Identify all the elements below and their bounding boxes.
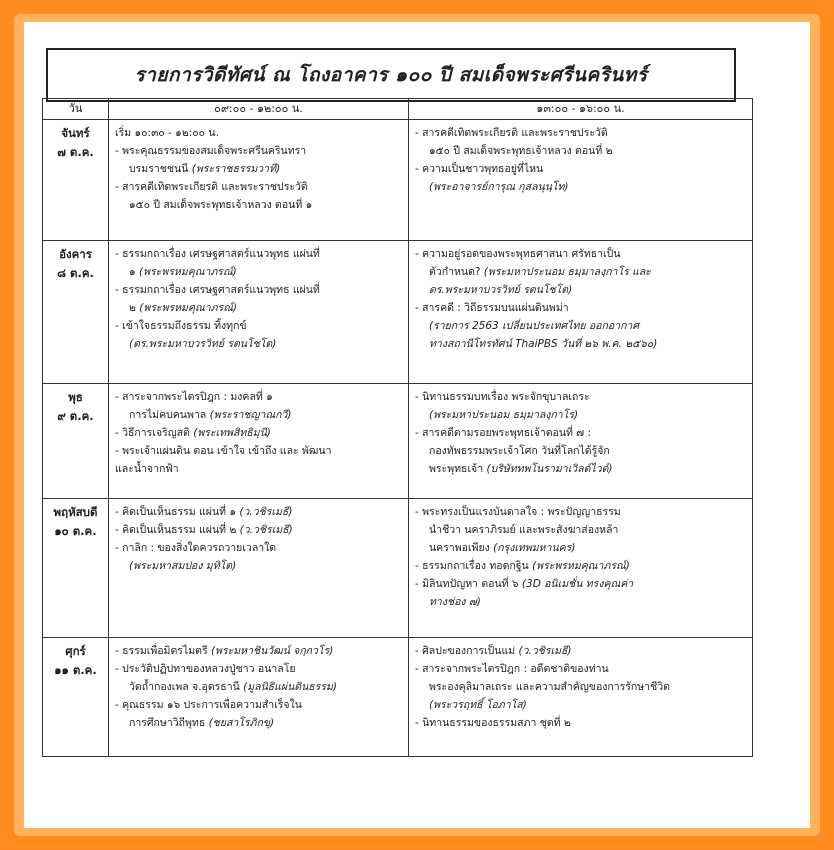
afternoon-cell (409, 499, 753, 638)
program-text: บรมราชชนนี (129, 163, 192, 175)
program-text: พระพุทธเจ้า (429, 463, 487, 475)
program-line (415, 503, 746, 521)
program-text: ตัวกำหนด? (429, 266, 484, 278)
program-line (415, 160, 746, 178)
program-text: - ธรรมกถาเรื่อง ทอดกฐิน (415, 560, 533, 572)
header-afternoon: ๑๓:๐๐ - ๑๖:๐๐ น. (409, 99, 753, 120)
program-text: - สารคดีเทิดพระเกียรติ และพระราชประวัติ (415, 127, 608, 139)
day-cell (43, 499, 109, 638)
program-line (115, 460, 402, 478)
program-line (115, 160, 402, 178)
program-text: - พระคุณธรรมของสมเด็จพระศรีนครินทรา (115, 145, 307, 157)
program-speaker: (พระพรหมคุณาภรณ์) (139, 302, 238, 314)
program-speaker: (พระราชญาณกวี) (209, 409, 292, 421)
afternoon-cell (409, 384, 753, 499)
table-row (43, 241, 753, 384)
day-date: ๑๑ ต.ค. (54, 663, 97, 677)
title-box (46, 48, 736, 102)
program-text: - ความอยู่รอดของพระพุทธศาสนา ศรัทธาเป็น (415, 248, 621, 260)
program-line (415, 281, 746, 299)
day-name: พฤหัสบดี (53, 505, 98, 519)
program-speaker: (ชยสาโรภิกขุ) (208, 717, 275, 729)
program-line (115, 424, 402, 442)
program-speaker: (3D อนิเมชั่น ทรงคุณค่า (521, 578, 634, 590)
day-cell (43, 384, 109, 499)
program-text: - ธรรมเพื่อมิตรไมตรี (115, 645, 211, 657)
program-line (115, 245, 402, 263)
program-speaker: (พระราชธรรมวาที) (191, 163, 281, 175)
program-line (415, 124, 746, 142)
program-line (415, 442, 746, 460)
afternoon-cell (409, 120, 753, 241)
header-row (43, 99, 753, 120)
program-line (115, 521, 402, 539)
program-line (415, 714, 746, 732)
program-line (115, 539, 402, 557)
program-line (115, 696, 402, 714)
program-text: - คิดเป็นเห็นธรรม แผ่นที่ ๒ (115, 524, 240, 536)
program-speaker: ทางสถานีโทรทัศน์ ThaiPBS วันที่ ๒๖ พ.ค. ๒๕๖๐) (429, 338, 658, 350)
header-day: วัน (43, 99, 109, 120)
program-text: - กาลิก : ของสิ่งใดควรถวายเวลาใด (115, 542, 277, 554)
program-text: ๑๕๐ ปี สมเด็จพระพุทธเจ้าหลวง ตอนที่ ๑ (129, 199, 313, 211)
program-text: กองทัพธรรมพระเจ้าโศก วันที่โลกได้รู้จัก (429, 445, 610, 457)
afternoon-cell (409, 241, 753, 384)
program-text: - ความเป็นชาวพุทธอยู่ที่ไหน (415, 163, 544, 175)
program-text: - สาระจากพระไตรปิฎก : อดีตชาติของท่าน (415, 663, 609, 675)
program-line (415, 521, 746, 539)
program-line (415, 406, 746, 424)
day-date: ๙ ต.ค. (57, 409, 94, 423)
day-name: ศุกร์ (65, 644, 86, 658)
program-speaker: (พระพรหมคุณาภรณ์) (532, 560, 630, 572)
program-line (415, 660, 746, 678)
program-speaker: (ว.วชิรเมธี) (518, 645, 572, 657)
program-text: - เข้าใจธรรมถึงธรรม ทิ้งทุกข์ (115, 320, 247, 332)
program-line (415, 178, 746, 196)
program-speaker: (ว.วชิรเมธี) (239, 524, 293, 536)
program-text: - นิทานธรรมของธรรมสภา ชุดที่ ๒ (415, 717, 571, 729)
program-line (115, 263, 402, 281)
morning-cell (109, 241, 409, 384)
program-speaker: (พระมหาสมปอง มุทิโต) (129, 560, 237, 572)
program-line (115, 124, 402, 142)
program-line (415, 460, 746, 478)
program-text: และน้ำจากฟ้า (115, 463, 179, 475)
program-text: - คุณธรรม ๑๖ ประการเพื่อความสำเร็จใน (115, 699, 302, 711)
morning-cell (109, 120, 409, 241)
program-line (415, 388, 746, 406)
program-line (115, 388, 402, 406)
program-line (115, 714, 402, 732)
schedule-table (42, 98, 753, 757)
program-text: - ธรรมกถาเรื่อง เศรษฐศาสตร์แนวพุทธ แผ่นที่ (115, 248, 320, 260)
program-line (415, 575, 746, 593)
header-morning: ๐๙:๐๐ - ๑๒:๐๐ น. (109, 99, 409, 120)
day-name: พุธ (68, 390, 83, 404)
program-line (415, 593, 746, 611)
program-text: - ศิลปะของการเป็นแม่ (415, 645, 519, 657)
program-speaker: (พระมหาประนอม ธมฺมาลงฺกาโร) (429, 409, 579, 421)
program-line (415, 424, 746, 442)
program-text: การไม่คบคนพาล (129, 409, 210, 421)
program-text: - สารคดีตามรอยพระพุทธเจ้าตอนที่ ๗ : (415, 427, 592, 439)
program-text: - วิธีการเจริญสติ (115, 427, 194, 439)
program-speaker: (ว.วชิรเมธี) (239, 506, 293, 518)
program-line (415, 642, 746, 660)
program-text: - คิดเป็นเห็นธรรม แผ่นที่ ๑ (115, 506, 240, 518)
program-text: - สารคดี : วิถีธรรมบนแผ่นดินพม่า (415, 302, 569, 314)
program-text: - สารคดีเทิดพระเกียรติ และพระราชประวัติ (115, 181, 308, 193)
program-speaker: (มูลนิธิแผ่นดินธรรม) (243, 681, 337, 693)
program-speaker: (พระมหาประนอม ธมฺมาลงฺกาโร และ (483, 266, 651, 278)
day-name: อังคาร (59, 247, 92, 261)
program-speaker: (ดร.พระมหาบวรวิทย์ รตนโชโต) (129, 338, 277, 350)
page-title: รายการวิดีทัศน์ ณ โถงอาคาร ๑๐๐ ปี สมเด็จพระศรีนครินทร์ (134, 64, 648, 86)
day-date: ๑๐ ต.ค. (54, 524, 97, 538)
program-speaker: ดร.พระมหาบวรวิทย์ รตนโชโต) (429, 284, 573, 296)
table-row (43, 384, 753, 499)
program-text: ๒ (129, 302, 140, 314)
program-text: - นิทานธรรมบทเรื่อง พระจักขุบาลเถระ (415, 391, 590, 403)
program-line (415, 678, 746, 696)
day-cell (43, 241, 109, 384)
program-text: - ประวัติปฏิปทาของหลวงปู่ชาว อนาลโย (115, 663, 296, 675)
program-line (115, 178, 402, 196)
program-line (115, 442, 402, 460)
morning-cell (109, 499, 409, 638)
program-speaker: (บริษัททพโนรามาเวิลด์ไวด์) (486, 463, 613, 475)
program-line (115, 142, 402, 160)
program-line (415, 142, 746, 160)
program-line (115, 557, 402, 575)
program-line (115, 335, 402, 353)
program-line (115, 196, 402, 214)
table-row (43, 120, 753, 241)
table-row (43, 638, 753, 757)
program-speaker: (พระอาจารย์การุณ กุสลนุนฺโท) (429, 181, 569, 193)
program-text: นำชีวา นคราภิรมย์ และพระสังฆาส่องหล้า (429, 524, 619, 536)
day-cell (43, 638, 109, 757)
morning-cell (109, 638, 409, 757)
program-text: นคราพอเพียง (429, 542, 494, 554)
program-text: - สาระจากพระไตรปิฎก : มงคลที่ ๑ (115, 391, 273, 403)
program-line (115, 642, 402, 660)
day-name: จันทร์ (61, 126, 90, 140)
program-line (415, 299, 746, 317)
program-line (415, 557, 746, 575)
program-speaker: (พระพรหมคุณาภรณ์) (139, 266, 237, 278)
program-line (415, 539, 746, 557)
program-line (115, 503, 402, 521)
program-speaker: (พระเทพสิทธิมุนี) (193, 427, 271, 439)
program-line (115, 660, 402, 678)
program-line (115, 317, 402, 335)
program-speaker: (รายการ 2563 เปลี่ยนประเทศไทย ออกอากาศ (429, 320, 639, 332)
program-line (415, 245, 746, 263)
day-date: ๗ ต.ค. (57, 145, 94, 159)
program-text: ๑๕๐ ปี สมเด็จพระพุทธเจ้าหลวง ตอนที่ ๒ (429, 145, 613, 157)
program-text: - พระทรงเป็นแรงบันดาลใจ : พระปัญญาธรรม (415, 506, 621, 518)
program-speaker: (กรุงเทพมหานคร) (493, 542, 576, 554)
program-line (115, 678, 402, 696)
program-line (415, 263, 746, 281)
program-text: - พระเจ้าแผ่นดิน ตอน เข้าใจ เข้าถึง และ พัฒนา (115, 445, 332, 457)
afternoon-cell (409, 638, 753, 757)
program-speaker: (พระวรฤทธิ์ โอภาโส) (429, 699, 527, 711)
program-line (115, 299, 402, 317)
program-line (415, 696, 746, 714)
program-line (415, 317, 746, 335)
program-speaker: ทางช่อง ๗) (429, 596, 481, 608)
program-line (415, 335, 746, 353)
program-text: วัดถ้ำกองเพล จ.อุดรธานี (129, 681, 244, 693)
table-row (43, 499, 753, 638)
program-text: พระองคุลิมาลเถระ และความสำคัญของการรักษาชีวิต (429, 681, 670, 693)
program-speaker: (พระมหาชินวัฒน์ จกฺกวโร) (210, 645, 334, 657)
program-text: - มิลินทปัญหา ตอนที่ ๖ (415, 578, 522, 590)
program-text: การศึกษาวิถีพุทธ (129, 717, 209, 729)
program-text: - ธรรมกถาเรื่อง เศรษฐศาสตร์แนวพุทธ แผ่นที่ (115, 284, 320, 296)
day-cell (43, 120, 109, 241)
program-text: ๑ (129, 266, 140, 278)
program-text: เริ่ม ๑๐:๓๐ - ๑๒:๐๐ น. (115, 127, 219, 139)
program-line (115, 406, 402, 424)
morning-cell (109, 384, 409, 499)
day-date: ๘ ต.ค. (57, 266, 94, 280)
program-line (115, 281, 402, 299)
